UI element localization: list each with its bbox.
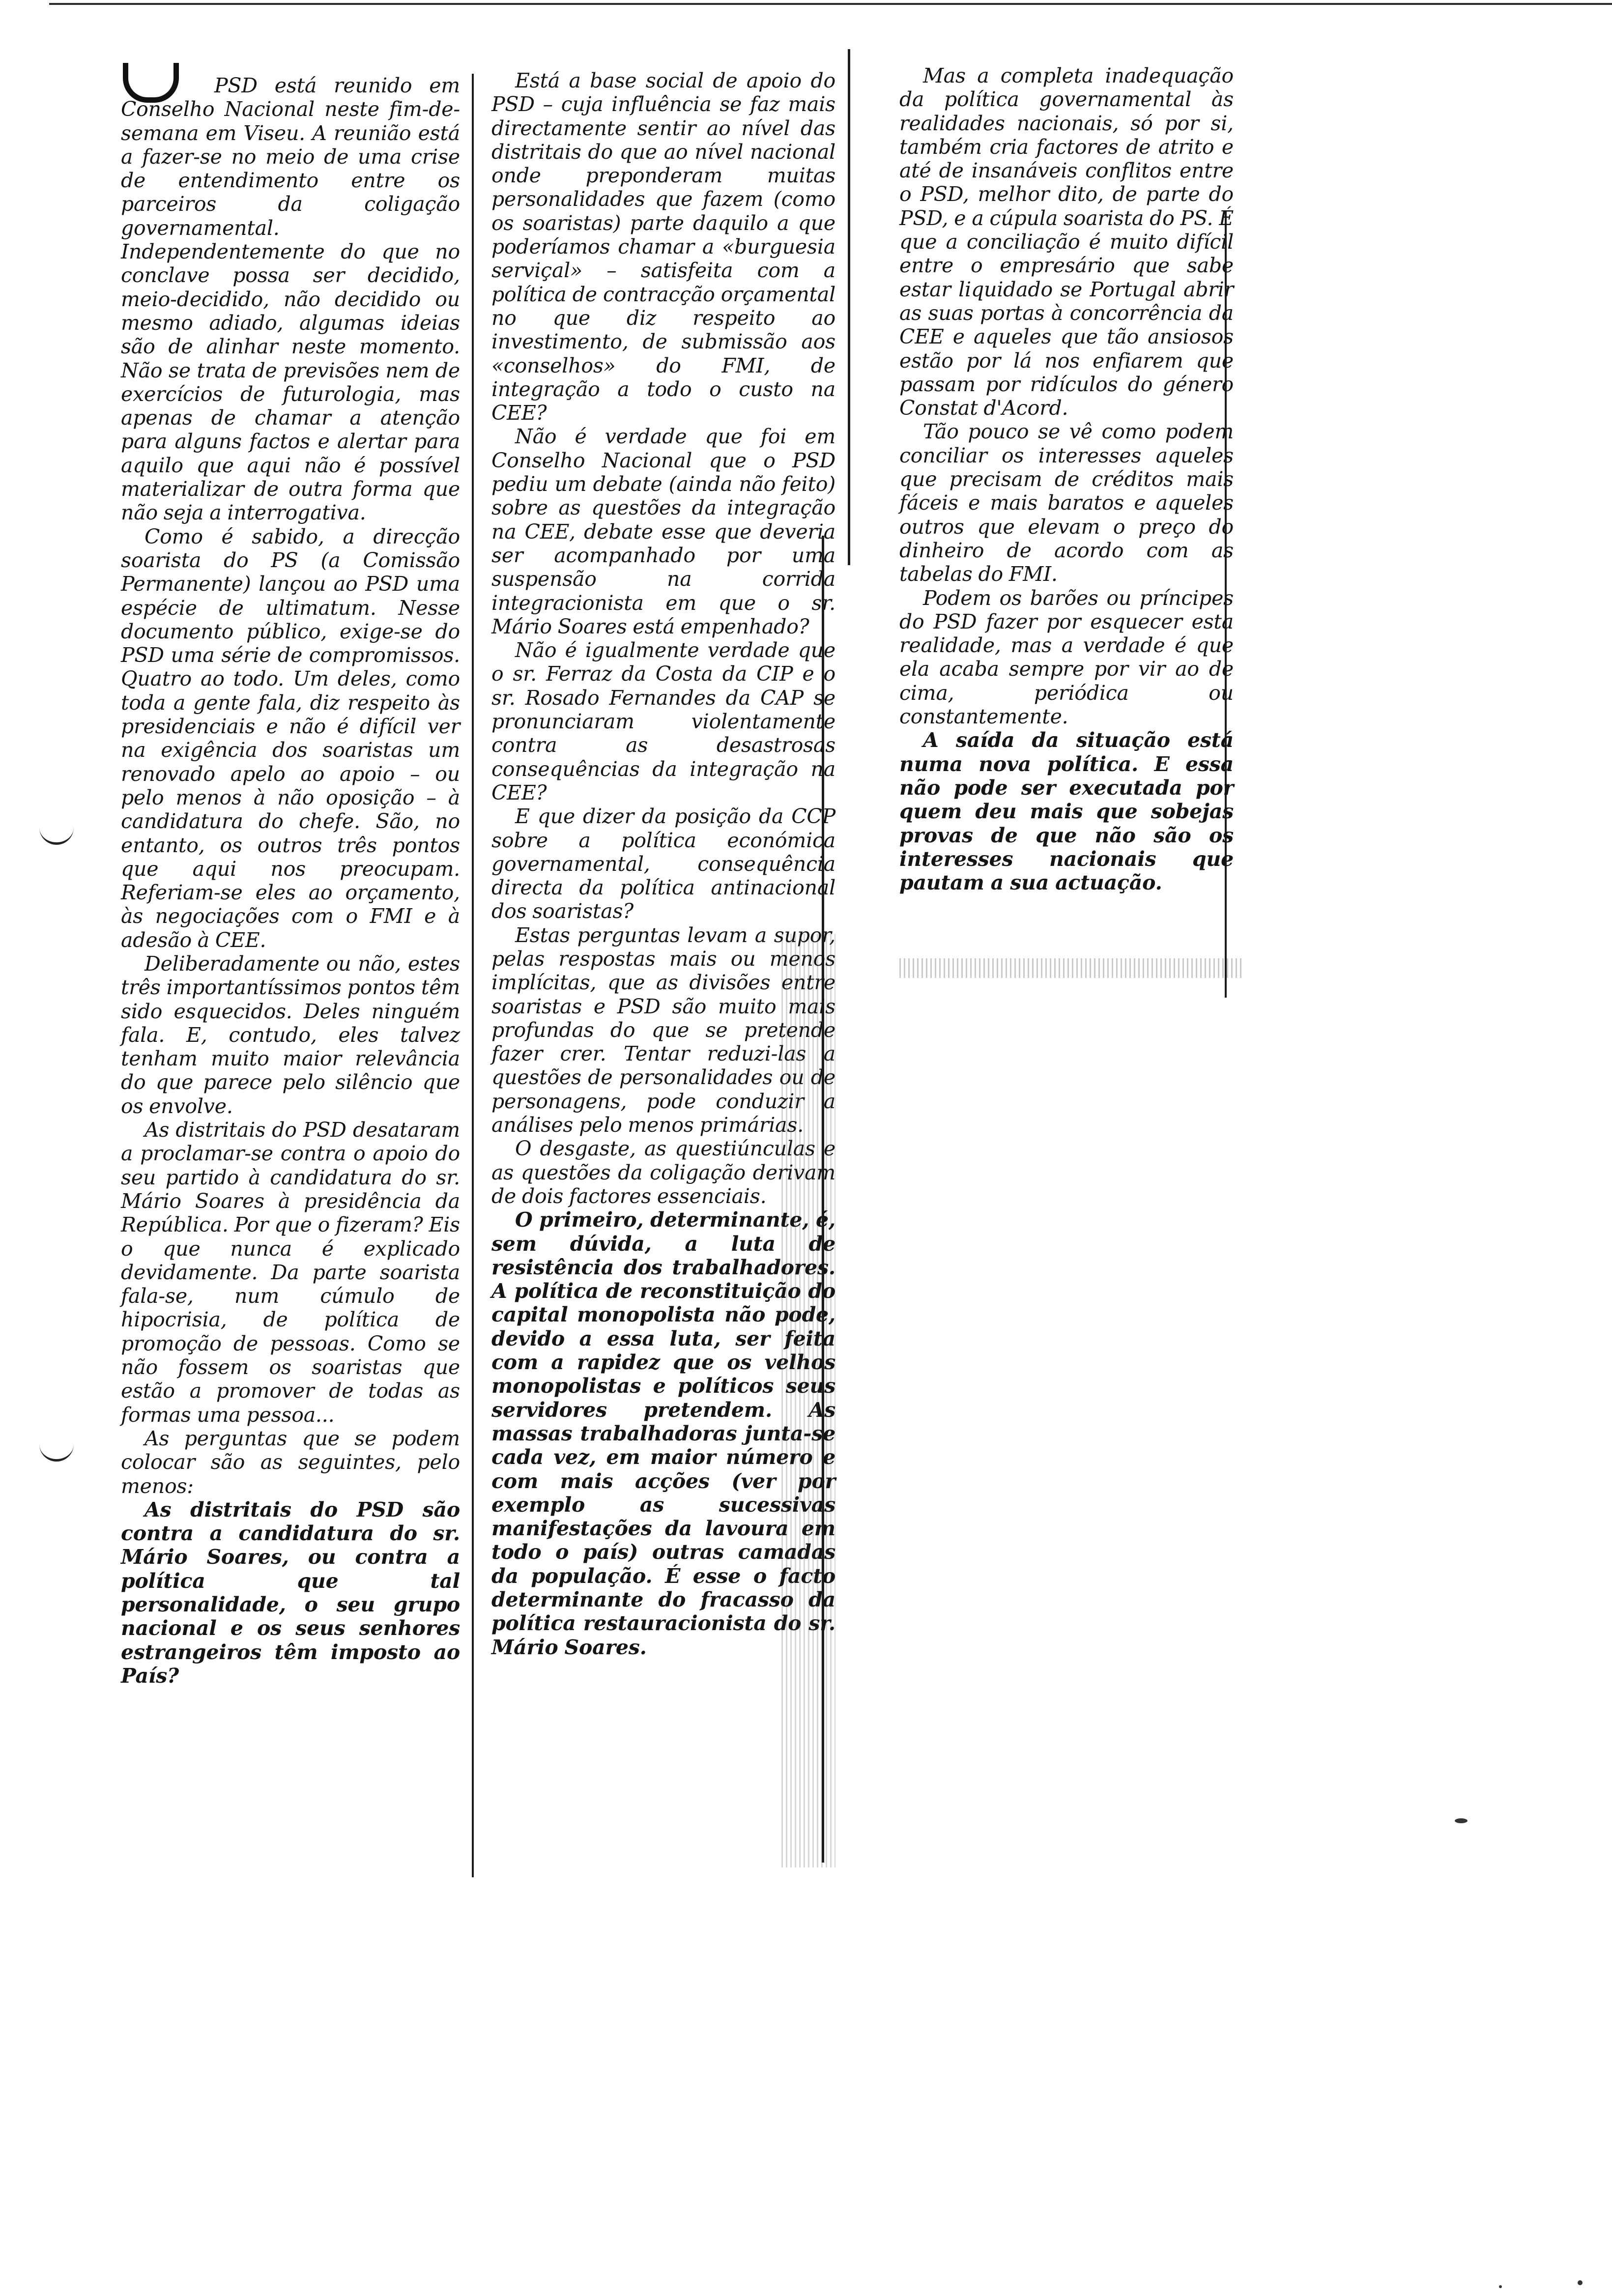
paragraph: Deliberadamente ou não, estes três importantíssimos pontos têm sido esquecidos. Deles ninguém fala. E, contudo, eles talvez tenham muito maior relevância do que parece pelo silêncio que os envolve.	[121, 951, 460, 1118]
paragraph: Estas perguntas levam a supor, pelas respostas mais ou menos implícitas, que as divisões entre soaristas e PSD são muito mais profundas do que se pretende fazer crer. Tentar reduzi-las a questões de personalidades ou de personagens, pode conduzir a análises pelo menos primárias.	[491, 923, 835, 1137]
scan-noise-column-2	[781, 934, 835, 1867]
article-column-1	[121, 74, 460, 1688]
paragraph: Não é verdade que foi em Conselho Nacional que o PSD pediu um debate (ainda não feito) sobre as questões da integração na CEE, debate esse que deveria ser acompanhado por uma suspensão na corrida integracionista em que o sr. Mário Soares está empenhado?	[491, 425, 835, 638]
punch-hole-mark-lower	[39, 1442, 74, 1462]
paragraph: As distritais do PSD desataram a proclamar-se contra o apoio do seu partido à candidatura do sr. Mário Soares à presidência da República. Por que o fizeram? Eis o que nunca é explicado devidamente. Da parte soarista fala-se, num cúmulo de hipocrisia, de política de promoção de pessoas. Como se não fossem os soaristas que estão a promover de todas as formas uma pessoa...	[121, 1118, 460, 1427]
paragraph: As distritais do PSD são contra a candidatura do sr. Mário Soares, ou contra a política que tal personalidade, o seu grupo nacional e os seus senhores estrangeiros têm imposto ao País?	[121, 1497, 460, 1688]
scan-speck	[1499, 2285, 1502, 2288]
paragraph: Tão pouco se vê como podem conciliar os interesses aqueles que precisam de créditos mais fáceis e mais baratos e aqueles outros que elevam o preço do dinheiro de acordo com as tabelas do FMI.	[899, 420, 1234, 586]
paragraph: Está a base social de apoio do PSD – cuja influência se faz mais directamente sentir ao nível das distritais do que ao nível nacional onde preponderam muitas personalidades que fazem (como os soaristas) parte daquilo a que poderíamos chamar a «burguesia serviçal» – satisfeita com a política de contracção orçamental no que diz respeito ao investimento, de submissão aos «conselhos» do FMI, de integração a todo o custo na CEE?	[491, 69, 835, 425]
paragraph: Como é sabido, a direcção soarista do PS (a Comissão Permanente) lançou ao PSD uma espécie de ultimatum. Nesse documento público, exige-se do PSD uma série de compromissos. Quatro ao todo. Um deles, como toda a gente fala, diz respeito às presidenciais e não é difícil ver na exigência dos soaristas um renovado apelo ao apoio – ou pelo menos à não oposição – à candidatura do chefe. São, no entanto, os outros três pontos que aqui nos preocupam. Referiam-se eles ao orçamento, às negociações com o FMI e à adesão à CEE.	[121, 524, 460, 952]
scan-speck	[1455, 1818, 1468, 1823]
scan-top-border	[49, 3, 1612, 5]
scan-speck	[1578, 2280, 1583, 2285]
paragraph: Não é igualmente verdade que o sr. Ferraz da Costa da CIP e o sr. Rosado Fernandes da CAP se pronunciaram violentamente contra as desastrosas consequências da integração na CEE?	[491, 638, 835, 804]
paragraph: Mas a completa inadequação da política governamental às realidades nacionais, só por si, também cria factores de atrito e até de insanáveis conflitos entre o PSD, melhor dito, de parte do PSD, e a cúpula soarista do PS. É que a conciliação é muito difícil entre o empresário que sabe estar liquidado se Portugal abrir as suas portas à concorrência da CEE e aqueles que tão ansiosos estão por lá nos enfiarem que passam por ridículos do género Constat d'Acord.	[899, 64, 1234, 420]
article-column-3	[899, 64, 1234, 894]
column-rule-2-upper	[848, 49, 850, 565]
punch-hole-mark-upper	[39, 826, 74, 845]
column-rule-1	[472, 74, 474, 1877]
scan-noise-column-3	[899, 958, 1243, 978]
paragraph: O desgaste, as questiúnculas e as questões da coligação derivam de dois factores essenciais.	[491, 1137, 835, 1208]
paragraph: Podem os barões ou príncipes do PSD fazer por esquecer esta realidade, mas a verdade é que ela acaba sempre por vir ao de cima, periódica ou constantemente.	[899, 586, 1234, 729]
paragraph: As perguntas que se podem colocar são as seguintes, pelo menos:	[121, 1426, 460, 1498]
paragraph: A saída da situação está numa nova política. E essa não pode ser executada por quem deu mais que sobejas provas de que não são os interesses nacionais que pautam a sua actuação.	[899, 728, 1234, 895]
paragraph-lead: PSD está reunido em Conselho Nacional neste fim-de-semana em Viseu. A reunião está a fazer-se no meio de uma crise de entendimento entre os parceiros da coligação governamental. Independentemente do que no conclave possa ser decidido, meio-decidido, não decidido ou mesmo adiado, algumas ideias são de alinhar neste momento. Não se trata de previsões nem de exercícios de futurologia, mas apenas de chamar a atenção para alguns factos e alertar para aquilo que aqui não é possível materializar de outra forma que não seja a interrogativa.	[121, 74, 460, 525]
paragraph: O primeiro, determinante, é, sem dúvida, a luta de resistência dos trabalhadores. A política de reconstituição do capital monopolista não pode, devido a essa luta, ser feita com a rapidez que os velhos monopolistas e políticos seus servidores pretendem. As massas trabalhadoras junta-se cada vez, em maior número e com mais acções (ver por exemplo as sucessivas manifestações da lavoura em todo o país) outras camadas da população. É esse o facto determinante do fracasso da política restauracionista do sr. Mário Soares.	[491, 1208, 835, 1659]
paragraph: E que dizer da posição da CCP sobre a política económica governamental, consequência directa da política antinacional dos soaristas?	[491, 804, 835, 923]
